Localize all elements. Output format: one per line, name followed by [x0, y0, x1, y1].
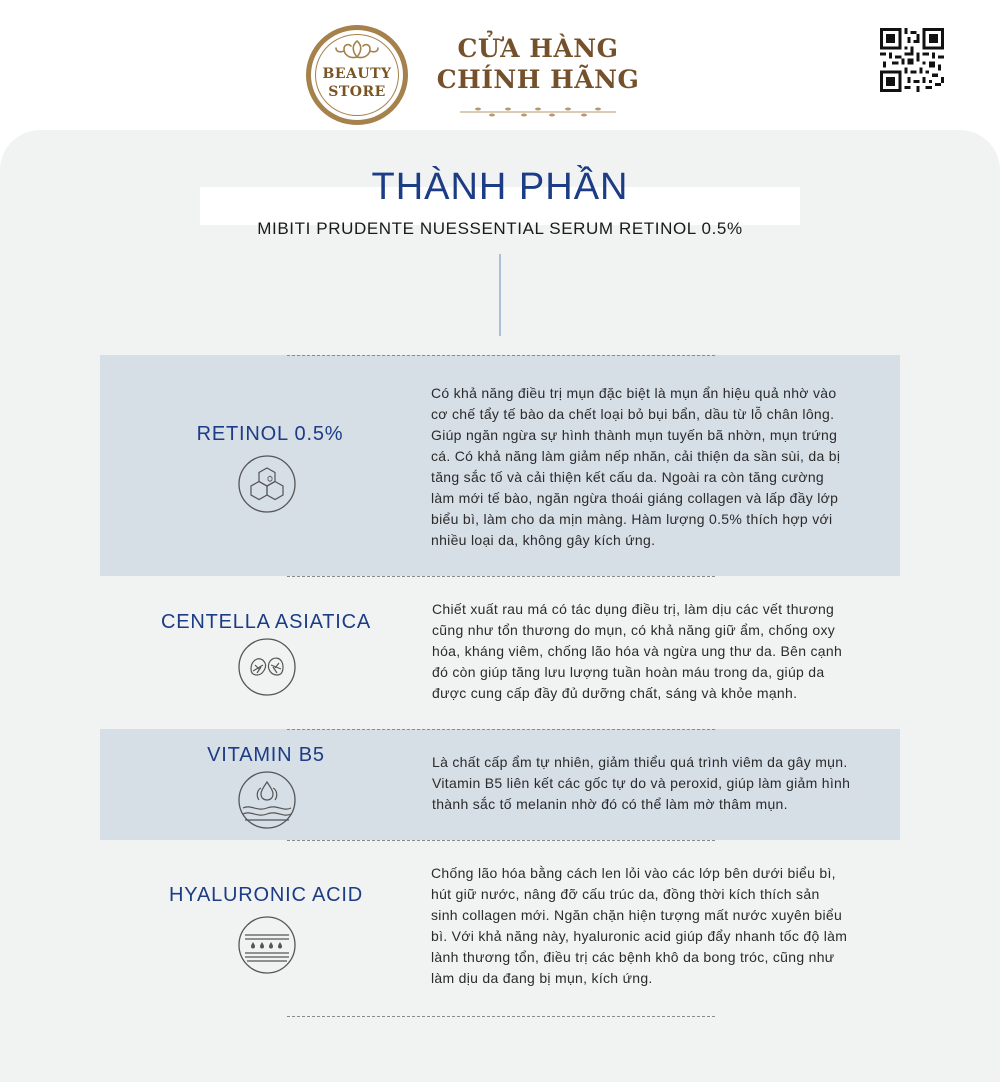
- description-line: làm mới tế bào, ngăn ngừa thoái giáng collagen và lấp đầy lớp: [431, 490, 839, 506]
- description-line: đó còn giúp tăng lưu lượng tuần hoàn máu trong da, giúp da: [432, 664, 825, 680]
- dashed-divider: [287, 729, 715, 730]
- dashed-divider: [287, 840, 715, 841]
- description-line: biểu bì, làm cho da mịn màng. Hàm lượng 0.5% thích hợp với: [431, 511, 833, 527]
- description-line: Giúp ngăn ngừa sự hình thành mụn tuyến bã nhờn, mụn trứng: [431, 427, 838, 443]
- ingredient-name: HYALURONIC ACID: [169, 884, 363, 906]
- ornament-icon: [306, 37, 408, 63]
- description-line: Là chất cấp ẩm tự nhiên, giảm thiểu quá trình viêm da gây mụn.: [432, 754, 848, 770]
- leaf-icon: [237, 637, 297, 697]
- ingredient-description: [431, 863, 847, 989]
- dashed-divider: [287, 1016, 715, 1017]
- logo-text-store: STORE: [328, 84, 386, 100]
- ingredient-name: RETINOL 0.5%: [196, 423, 344, 445]
- description-line: được cung cấp đầy đủ dưỡng chất, sáng và khỏe mạnh.: [432, 685, 798, 701]
- skin-layers-icon: [237, 915, 297, 975]
- ingredient-description: [432, 599, 842, 704]
- description-line: hút giữ nước, nâng đỡ cấu trúc da, đồng thời kích thích sản: [431, 886, 820, 902]
- section-title: THÀNH PHẦN: [371, 166, 629, 208]
- ingredient-name: CENTELLA ASIATICA: [161, 611, 371, 633]
- description-line: Chống lão hóa bằng cách len lỏi vào các lớp bên dưới biểu bì,: [431, 865, 836, 881]
- ingredient-description: [432, 752, 850, 815]
- description-line: làm dịu da đang bị mụn, kích ứng.: [431, 970, 653, 986]
- water-drop-icon: [237, 770, 297, 830]
- vertical-divider: [499, 254, 501, 336]
- description-line: Có khả năng điều trị mụn đặc biệt là mụn ẩn hiệu quả nhờ vào: [431, 385, 837, 401]
- description-line: Vitamin B5 liên kết các gốc tự do và peroxid, giúp làm giảm hình: [432, 775, 851, 791]
- description-line: sinh collagen mới. Ngăn chặn hiện tượng mất nước xuyên biểu: [431, 907, 843, 923]
- logo-text-beauty: BEAUTY: [322, 66, 392, 82]
- description-line: bì. Với khả năng này, hyaluronic acid giúp đẩy nhanh tốc độ làm: [431, 928, 848, 944]
- dashed-divider: [287, 576, 715, 577]
- dashed-divider: [287, 355, 715, 356]
- description-line: lành thương tổn, điều trị các bệnh khô da bong tróc, cũng như: [431, 949, 835, 965]
- shop-title-line1: CỬA HÀNG: [457, 34, 619, 63]
- description-line: Chiết xuất rau má có tác dụng điều trị, làm dịu các vết thương: [432, 601, 835, 617]
- description-line: tăng sắc tố và cải thiện kết cấu da. Ngoài ra còn tăng cường: [431, 469, 824, 485]
- description-line: cơ chế tẩy tế bào da chết loại bỏ bụi bẩn, dầu từ lỗ chân lông.: [431, 406, 835, 422]
- product-name: MIBITI PRUDENTE NUESSENTIAL SERUM RETINOL 0.5%: [257, 219, 743, 238]
- description-line: thành sắc tố melanin nhờ đó có thể làm mờ thâm mụn.: [432, 796, 788, 812]
- ingredient-name: VITAMIN B5: [207, 744, 325, 766]
- ingredient-description: [431, 383, 840, 551]
- description-line: cũng như tổn thương do mụn, có khả năng giữ ẩm, chống oxy: [432, 622, 836, 638]
- brand-logo: [306, 25, 408, 125]
- description-line: cá. Có khả năng làm giảm nếp nhăn, cải thiện da sần sùi, da bị: [431, 448, 841, 464]
- description-line: nhiều loại da, không gây kích ứng.: [431, 532, 656, 548]
- description-line: hóa, kháng viêm, chống lão hóa và ngừa ung thư da. Bên cạnh: [432, 643, 843, 659]
- shop-title-line2: CHÍNH HÃNG: [436, 65, 640, 94]
- molecule-icon: [237, 454, 297, 514]
- qr-code-icon[interactable]: [880, 28, 944, 92]
- vine-divider-icon: [458, 106, 618, 118]
